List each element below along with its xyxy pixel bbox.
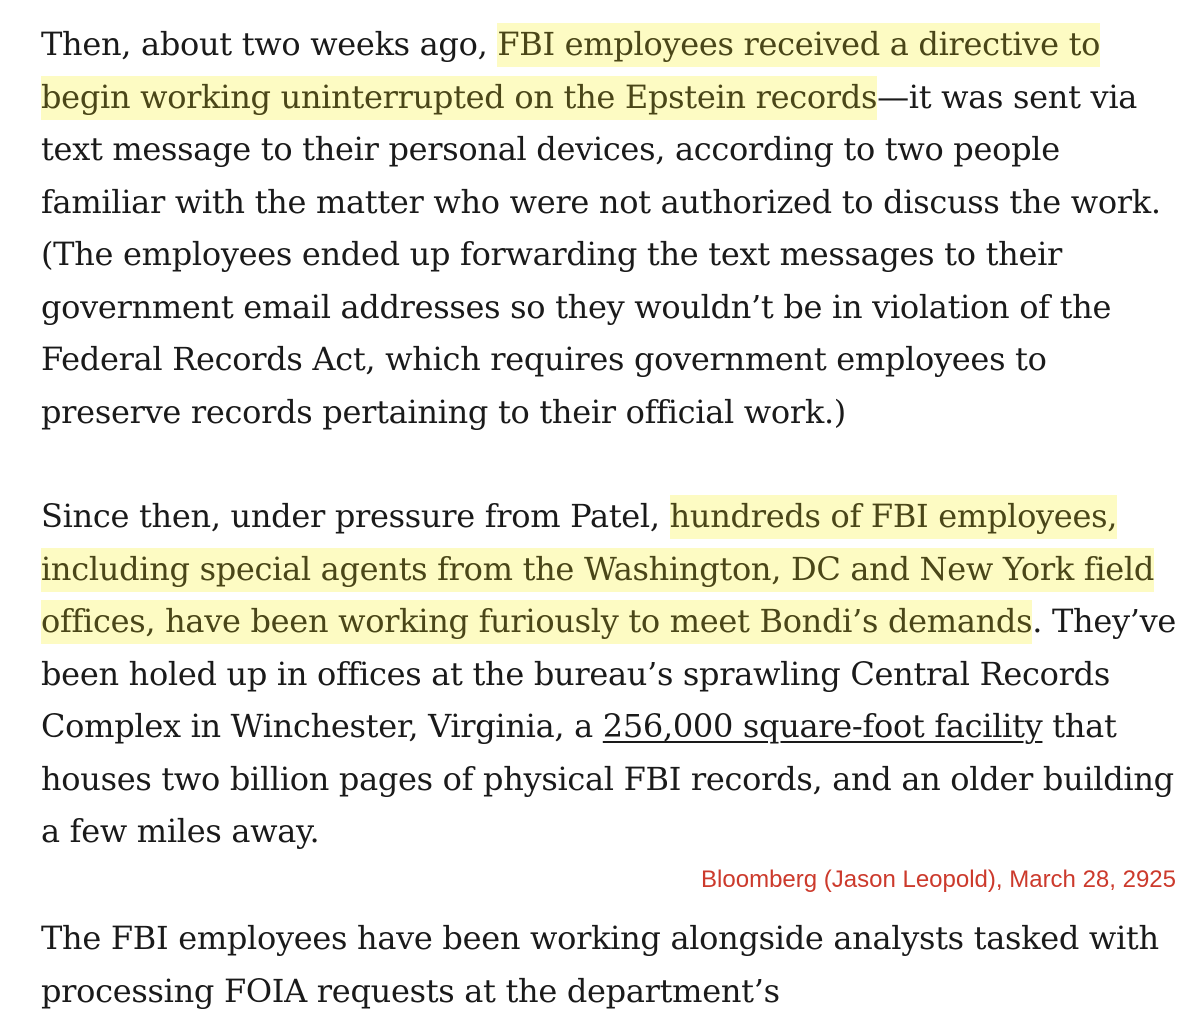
paragraph-text: Then, about two weeks ago, xyxy=(41,25,498,63)
facility-link[interactable]: 256,000 square-foot facility xyxy=(602,707,1043,745)
article-body xyxy=(41,18,1181,858)
paragraph: The FBI employees have been working alongside analysts tasked with processing FOIA requests at the department’s xyxy=(41,919,1159,1010)
paragraph xyxy=(41,18,1181,438)
paragraph xyxy=(41,490,1181,858)
paragraph-text: that houses two billion pages of physical FBI records, and an older building a few miles away. xyxy=(41,707,1174,850)
source-caption: Bloomberg (Jason Leopold), March 28, 2925 xyxy=(701,866,1176,893)
paragraph-text: Since then, under pressure from Patel, xyxy=(41,497,670,535)
paragraph-text: . They’ve been holed up in offices at the bureau’s sprawling Central Records Complex in Winchester, Virginia, a xyxy=(41,602,1177,745)
highlighted-text: FBI employees received a directive to begin working uninterrupted on the Epstein records xyxy=(41,23,1100,120)
paragraph-spacer xyxy=(41,438,1181,490)
paragraph-text: —it was sent via text message to their personal devices, according to two people familiar with the matter who were not authorized to discuss the work. (The employees ended up forwarding the text messages to their government email addresses so they wouldn’t be in violation of the Federal Records Act, which requires government employees to preserve records pertaining to their official work.) xyxy=(41,77,1161,431)
highlighted-text: hundreds of FBI employees, including special agents from the Washington, DC and New York field offices, have been working furiously to meet Bondi’s demands xyxy=(41,495,1154,644)
